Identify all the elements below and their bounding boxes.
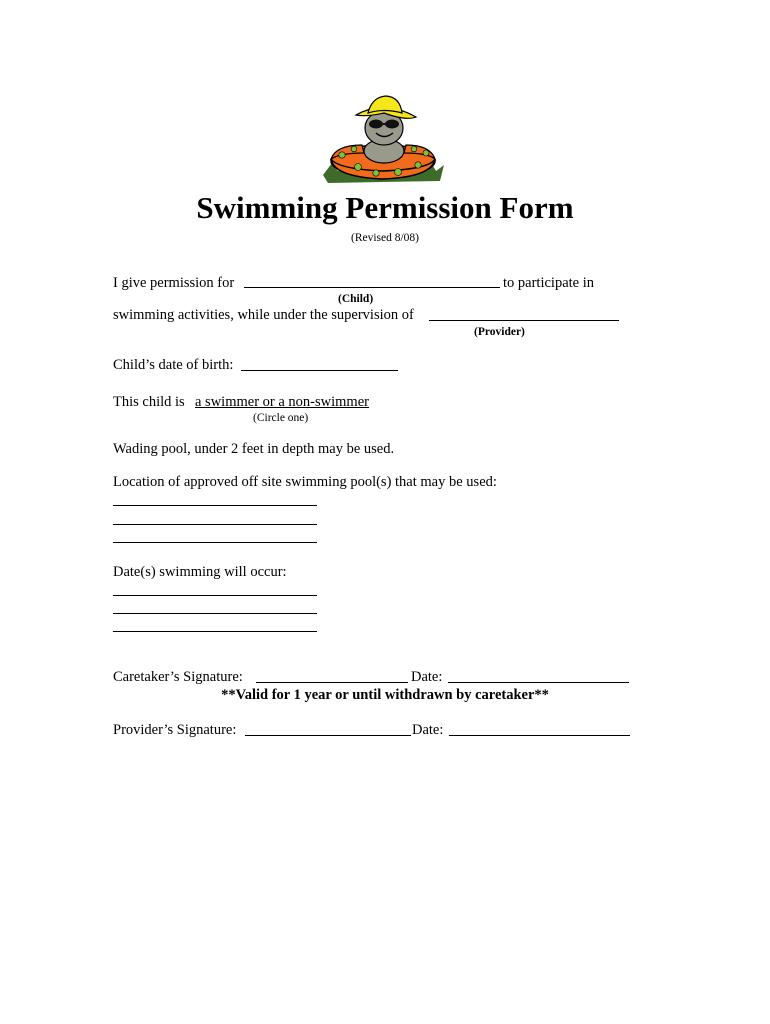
ring-spot [411,146,417,152]
ring-spot [415,162,421,168]
permission-line-end: to participate in [503,275,594,291]
ring-spot [395,169,402,176]
swimmer-options[interactable]: a swimmer or a non-swimmer [195,394,369,410]
caretaker-signature-label: Caretaker’s Signature: [113,669,243,685]
form-title: Swimming Permission Form [196,190,574,225]
child-name-field[interactable] [244,287,500,288]
caretaker-date-label: Date: [411,669,443,685]
wading-pool-text: Wading pool, under 2 feet in depth may be used. [113,441,395,457]
ring-spot [339,152,345,158]
provider-signature-label: Provider’s Signature: [113,722,237,738]
ring-spot [373,170,379,176]
sunglasses-left-lens [369,120,383,129]
permission-line-start: I give permission for [113,275,235,291]
dates-label: Date(s) swimming will occur: [113,564,287,580]
ring-spot [423,150,429,156]
ring-spot [351,146,357,152]
location-field-1[interactable] [113,505,317,506]
dates-field-2[interactable] [113,613,317,614]
validity-note: **Valid for 1 year or until withdrawn by caretaker** [221,687,549,703]
hat-crown [368,96,402,113]
provider-date-label: Date: [412,722,444,738]
sunglasses-right-lens [385,120,399,129]
swimmer-clipart-image [318,95,448,190]
child-label: (Child) [338,293,374,305]
caretaker-date-field[interactable] [448,682,629,683]
dates-field-3[interactable] [113,631,317,632]
caretaker-signature-field[interactable] [256,682,408,683]
dates-field-1[interactable] [113,595,317,596]
location-label: Location of approved off site swimming pool(s) that may be used: [113,474,497,490]
provider-name-field[interactable] [429,320,619,321]
location-field-3[interactable] [113,542,317,543]
provider-label: (Provider) [474,326,525,338]
provider-date-field[interactable] [449,735,630,736]
revision-note: (Revised 8/08) [350,232,420,244]
circle-one-note: (Circle one) [253,412,309,424]
ring-spot [355,164,362,171]
dob-label: Child’s date of birth: [113,357,234,373]
provider-signature-field[interactable] [245,735,411,736]
swimmer-prefix: This child is [113,394,185,410]
dob-field[interactable] [241,370,398,371]
supervision-line: swimming activities, while under the supervision of [113,307,414,323]
location-field-2[interactable] [113,524,317,525]
